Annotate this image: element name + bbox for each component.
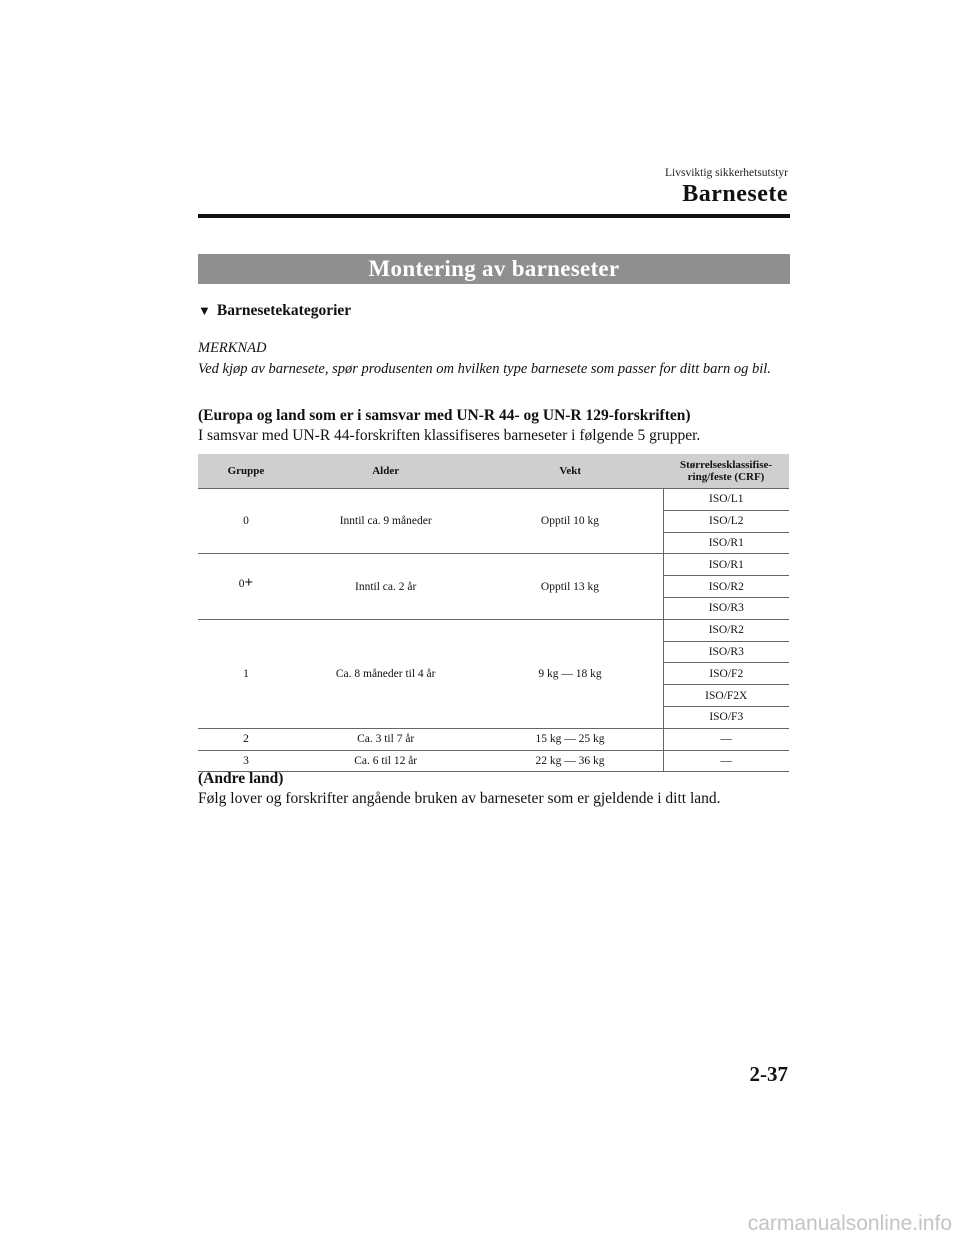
- section-label: Livsviktig sikkerhetsutstyr: [665, 167, 788, 179]
- subsection-heading: [198, 302, 351, 320]
- table-header-row: [198, 454, 789, 489]
- cell-weight: Opptil 10 kg: [477, 489, 663, 554]
- header-divider: [198, 214, 790, 218]
- header-group: Gruppe: [198, 454, 294, 489]
- europe-heading: (Europa og land som er i samsvar med UN-R 44- og UN-R 129-forskriften): [198, 407, 691, 424]
- cell-group: 2: [198, 728, 294, 750]
- cell-crf: ―: [663, 728, 789, 750]
- cell-crf: ISO/R2: [663, 619, 789, 641]
- table-row: [198, 728, 789, 750]
- plus-icon: +: [244, 575, 254, 592]
- cell-crf: ISO/F3: [663, 706, 789, 728]
- cell-crf: ISO/F2: [663, 663, 789, 685]
- header-crf-line1: Størrelsesklassifise-: [679, 459, 773, 471]
- page-title: Barnesete: [682, 181, 788, 207]
- cell-weight: 22 kg ― 36 kg: [477, 750, 663, 772]
- cell-crf: ―: [663, 750, 789, 772]
- table-row: [198, 489, 789, 511]
- triangle-marker-icon: ▼: [198, 303, 211, 318]
- cell-crf: ISO/L1: [663, 489, 789, 511]
- cell-group: 0: [198, 489, 294, 554]
- cell-group: 1: [198, 619, 294, 728]
- note-label: MERKNAD: [198, 340, 267, 356]
- cell-weight: 9 kg ― 18 kg: [477, 619, 663, 728]
- cell-age: Ca. 8 måneder til 4 år: [294, 619, 478, 728]
- table-row: [198, 619, 789, 641]
- cell-age: Ca. 6 til 12 år: [294, 750, 478, 772]
- europe-text: I samsvar med UN-R 44-forskriften klassifiseres barneseter i følgende 5 grupper.: [198, 427, 701, 444]
- cell-group-number: 0: [238, 578, 245, 591]
- cell-crf: ISO/F2X: [663, 685, 789, 707]
- cell-age: Inntil ca. 9 måneder: [294, 489, 478, 554]
- cell-weight: 15 kg ― 25 kg: [477, 728, 663, 750]
- watermark-link[interactable]: carmanualsonline.info: [747, 1212, 952, 1235]
- cell-crf: ISO/L2: [663, 510, 789, 532]
- header-crf-line2: ring/feste (CRF): [687, 471, 765, 483]
- cell-crf: ISO/R1: [663, 554, 789, 576]
- section-banner: Montering av barneseter: [198, 254, 790, 284]
- header-weight: Vekt: [477, 454, 663, 489]
- cell-group: 3: [198, 750, 294, 772]
- page-number: 2-37: [749, 1062, 788, 1086]
- cell-crf: ISO/R3: [663, 641, 789, 663]
- other-countries-heading: (Andre land): [198, 770, 284, 787]
- child-seat-group-table: [198, 454, 789, 772]
- header-age: Alder: [294, 454, 478, 489]
- cell-crf: ISO/R1: [663, 532, 789, 554]
- table-row: [198, 750, 789, 772]
- cell-age: Inntil ca. 2 år: [294, 554, 478, 619]
- cell-crf: ISO/R2: [663, 576, 789, 598]
- table-row: [198, 554, 789, 576]
- subsection-heading-text: Barnesetekategorier: [216, 302, 352, 319]
- note-body: Ved kjøp av barnesete, spør produsenten om hvilken type barnesete som passer for ditt barn og bil.: [198, 361, 771, 377]
- cell-crf: ISO/R3: [663, 597, 789, 619]
- cell-weight: Opptil 13 kg: [477, 554, 663, 619]
- header-crf: [663, 454, 789, 489]
- cell-group: [198, 554, 294, 619]
- cell-age: Ca. 3 til 7 år: [294, 728, 478, 750]
- other-countries-text: Følg lover og forskrifter angående bruken av barneseter som er gjeldende i ditt land.: [198, 790, 721, 807]
